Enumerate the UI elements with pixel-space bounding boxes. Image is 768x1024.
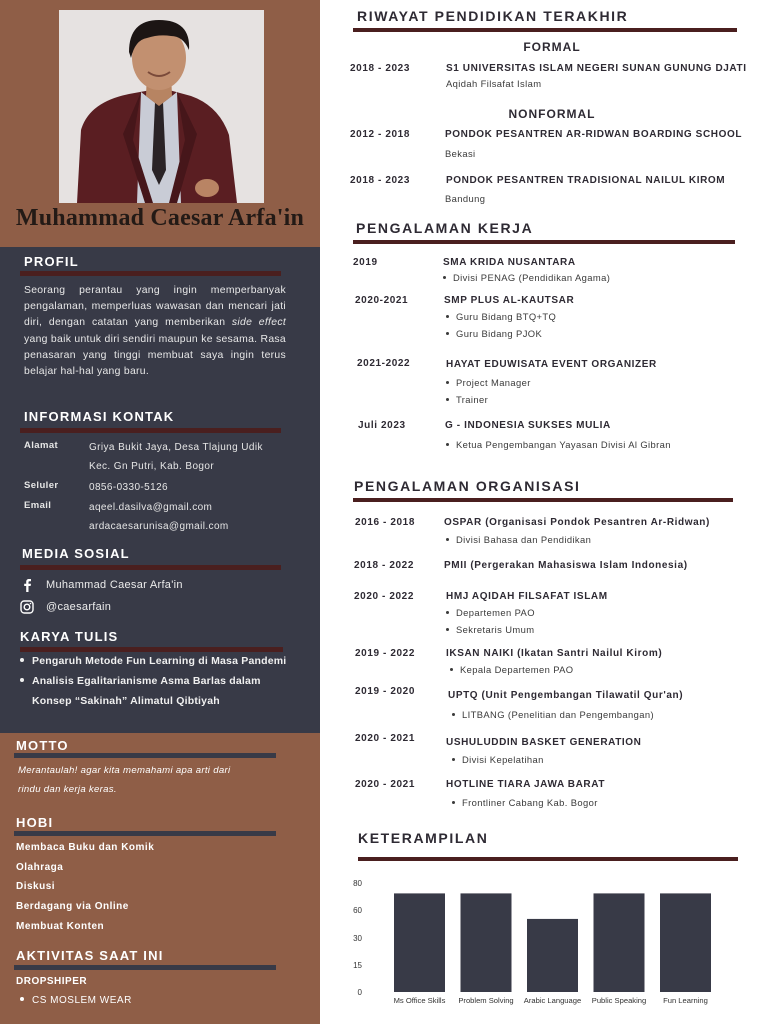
job-detail-text: Ketua Pengembangan Yayasan Divisi Al Gibran: [456, 439, 671, 450]
y-tick-label: 80: [353, 879, 362, 888]
x-tick-label: Arabic Language: [523, 996, 582, 1005]
bullet-icon: [446, 398, 449, 401]
alamat-line-1: Griya Bukit Jaya, Desa Tlajung Udik: [89, 442, 263, 453]
hobi-item: Membuat Konten: [16, 921, 105, 932]
y-tick-label: 15: [353, 961, 362, 970]
bullet-icon: [446, 443, 449, 446]
job-detail: [443, 272, 610, 283]
bullet-icon: [446, 538, 449, 541]
bullet-icon: [452, 758, 455, 761]
org-name: HMJ AQIDAH FILSAFAT ISLAM: [446, 591, 608, 602]
seluler-value: 0856-0330-5126: [89, 482, 168, 493]
edu-name: S1 UNIVERSITAS ISLAM NEGERI SUNAN GUNUNG DJATI: [446, 63, 747, 74]
instagram-icon: [20, 600, 34, 614]
keterampilan-divider: [358, 857, 738, 861]
hobi-item: Membaca Buku dan Komik: [16, 842, 155, 853]
bullet-icon: [446, 628, 449, 631]
org-detail-text: Divisi Bahasa dan Pendidikan: [456, 534, 592, 545]
karya-item: [20, 671, 261, 691]
bullet-icon: [446, 611, 449, 614]
hobi-divider: [14, 831, 276, 836]
profil-text-part-2: yang baik untuk diri sendiri maupun ke sesama. Rasa penasaran yang tinggi membuat saya ingin terus belajar hal-hal yang baru.: [24, 333, 286, 378]
facebook-handle: Muhammad Caesar Arfa'in: [46, 579, 183, 591]
kerja-title: PENGALAMAN KERJA: [356, 220, 534, 236]
org-detail: [446, 534, 591, 545]
aktivitas-item: [20, 995, 132, 1006]
hobi-item: Berdagang via Online: [16, 901, 129, 912]
job-name: HAYAT EDUWISATA EVENT ORGANIZER: [446, 359, 657, 370]
job-detail-text: Guru Bidang PJOK: [456, 328, 543, 339]
kontak-title: INFORMASI KONTAK: [24, 409, 175, 424]
job-year: Juli 2023: [358, 420, 406, 431]
edu-detail: Aqidah Filsafat Islam: [446, 78, 542, 89]
org-year: 2020 - 2022: [354, 591, 414, 602]
profil-text-part-1: Seorang perantau yang ingin memperbanyak pengalaman, memperluas wawasan dan mencari jati diri, dengan catatan yang memberikan: [24, 285, 286, 329]
y-tick-label: 30: [353, 934, 362, 943]
profile-photo: [59, 10, 264, 203]
facebook-row[interactable]: [20, 578, 183, 592]
x-tick-label: Public Speaking: [591, 996, 647, 1005]
org-name: USHULUDDIN BASKET GENERATION: [446, 737, 642, 748]
karya-title: KARYA TULIS: [20, 629, 119, 644]
motto-divider: [14, 753, 276, 758]
sosial-divider: [20, 565, 281, 570]
org-name: IKSAN NAIKI (Ikatan Santri Nailul Kirom): [446, 648, 663, 659]
hobi-item: Diskusi: [16, 881, 56, 892]
karya-item: [20, 651, 286, 671]
org-name: UPTQ (Unit Pengembangan Tilawatil Qur'an): [448, 690, 684, 701]
org-detail: [452, 797, 598, 808]
organisasi-divider: [353, 498, 733, 502]
organisasi-title: PENGALAMAN ORGANISASI: [354, 478, 581, 494]
org-detail: [452, 709, 654, 720]
karya-item-continuation: Konsep “Sakinah” Alimatul Qibtiyah: [32, 695, 220, 707]
org-year: 2020 - 2021: [355, 779, 415, 790]
org-detail: [450, 664, 574, 675]
edu-year: 2012 - 2018: [350, 129, 410, 140]
motto-line-2: rindu dan kerja keras.: [18, 784, 117, 795]
edu-year: 2018 - 2023: [350, 63, 410, 74]
edu-name: PONDOK PESANTREN TRADISIONAL NAILUL KIROM: [446, 175, 726, 186]
job-detail-text: Guru Bidang BTQ+TQ: [456, 311, 557, 322]
bullet-icon: [452, 713, 455, 716]
edu-name: PONDOK PESANTREN AR-RIDWAN BOARDING SCHOOL: [445, 129, 743, 140]
org-name: HOTLINE TIARA JAWA BARAT: [446, 779, 606, 790]
skill-bar: [527, 919, 578, 992]
email-line-1[interactable]: aqeel.dasilva@gmail.com: [89, 502, 213, 513]
edu-year: 2018 - 2023: [350, 175, 410, 186]
job-year: 2019: [353, 257, 378, 268]
org-year: 2018 - 2022: [354, 560, 414, 571]
x-tick-label: Problem Solving: [458, 996, 514, 1005]
edu-detail: Bandung: [445, 193, 486, 204]
org-detail: [446, 607, 535, 618]
bullet-icon: [20, 678, 24, 682]
aktivitas-divider: [14, 965, 276, 970]
job-detail: [446, 439, 671, 450]
org-name: PMII (Pergerakan Mahasiswa Islam Indonesia): [444, 560, 688, 571]
org-detail-text: Divisi Kepelatihan: [462, 754, 544, 765]
pendidikan-title: RIWAYAT PENDIDIKAN TERAKHIR: [357, 8, 629, 24]
job-detail-text: Trainer: [456, 394, 489, 405]
hobi-title: HOBI: [16, 815, 54, 830]
aktivitas-item: DROPSHIPER: [16, 976, 88, 987]
email-line-2[interactable]: ardacaesarunisa@gmail.com: [89, 521, 229, 532]
org-detail: [446, 624, 534, 635]
profil-text: [24, 283, 286, 380]
org-year: 2020 - 2021: [355, 733, 415, 744]
sosial-title: MEDIA SOSIAL: [22, 546, 130, 561]
portrait-image: [59, 10, 264, 203]
bullet-icon: [452, 801, 455, 804]
job-detail: [446, 377, 531, 388]
instagram-handle: @caesarfain: [46, 601, 112, 613]
bullet-icon: [20, 997, 24, 1001]
brown-panel: [0, 733, 320, 1024]
job-year: 2020-2021: [355, 295, 409, 306]
alamat-line-2: Kec. Gn Putri, Kab. Bogor: [89, 461, 215, 472]
bullet-icon: [450, 668, 453, 671]
aktivitas-title: AKTIVITAS SAAT INI: [16, 948, 164, 963]
motto-line-1: Merantaulah! agar kita memahami apa arti dari: [18, 765, 231, 776]
instagram-row[interactable]: [20, 600, 111, 614]
org-detail-text: Departemen PAO: [456, 607, 535, 618]
org-name: OSPAR (Organisasi Pondok Pesantren Ar-Ridwan): [444, 517, 710, 528]
formal-label: FORMAL: [523, 40, 581, 54]
skill-bar: [594, 893, 645, 992]
org-year: 2016 - 2018: [355, 517, 415, 528]
kerja-divider: [353, 240, 735, 244]
job-name: SMP PLUS AL-KAUTSAR: [444, 295, 575, 306]
dark-panel: [0, 247, 320, 733]
org-year: 2019 - 2022: [355, 648, 415, 659]
bullet-icon: [443, 276, 446, 279]
motto-title: MOTTO: [16, 738, 69, 753]
job-name: SMA KRIDA NUSANTARA: [443, 257, 576, 268]
skill-bar: [394, 893, 445, 992]
kontak-divider: [20, 428, 281, 433]
org-year: 2019 - 2020: [355, 686, 415, 697]
job-name: G - INDONESIA SUKSES MULIA: [445, 420, 611, 431]
profil-text-emphasis: side effect: [231, 317, 287, 329]
header-panel: [0, 0, 320, 247]
email-label: Email: [24, 500, 52, 511]
org-detail-text: Kepala Departemen PAO: [460, 664, 574, 675]
alamat-label: Alamat: [24, 440, 59, 451]
org-detail: [452, 754, 544, 765]
email-value: [89, 498, 299, 536]
hobi-item: Olahraga: [16, 862, 64, 873]
y-tick-label: 0: [357, 988, 362, 997]
skill-bar: [461, 893, 512, 992]
org-detail-text: LITBANG (Penelitian dan Pengembangan): [462, 709, 654, 720]
bullet-icon: [446, 332, 449, 335]
facebook-icon: [20, 578, 34, 592]
aktivitas-item-2-text: CS MOSLEM WEAR: [32, 995, 132, 1006]
x-tick-label: Fun Learning: [663, 996, 708, 1005]
karya-item-1-text: Pengaruh Metode Fun Learning di Masa Pandemi: [32, 655, 287, 667]
karya-item-2-text: Analisis Egalitarianisme Asma Barlas dalam: [32, 675, 261, 687]
job-detail: [446, 311, 556, 322]
org-detail-text: Sekretaris Umum: [456, 624, 535, 635]
skill-bar: [660, 893, 711, 992]
job-year: 2021-2022: [357, 358, 411, 369]
job-detail-text: Divisi PENAG (Pendidikan Agama): [453, 272, 611, 283]
job-detail: [446, 328, 542, 339]
bullet-icon: [446, 381, 449, 384]
job-detail: [446, 394, 488, 405]
motto-text: [18, 761, 278, 799]
keterampilan-title: KETERAMPILAN: [358, 830, 489, 846]
bullet-icon: [446, 315, 449, 318]
skills-bar-chart: [340, 868, 730, 1018]
alamat-value: [89, 438, 299, 476]
y-tick-label: 60: [353, 906, 362, 915]
seluler-label: Seluler: [24, 480, 59, 491]
person-name: Muhammad Caesar Arfa'in: [15, 205, 305, 231]
edu-detail: Bekasi: [445, 148, 476, 159]
bullet-icon: [20, 658, 24, 662]
x-tick-label: Ms Office Skills: [393, 996, 446, 1005]
profil-title: PROFIL: [24, 254, 79, 269]
nonformal-label: NONFORMAL: [508, 107, 596, 121]
profil-divider: [20, 271, 281, 276]
sidebar: [0, 0, 320, 1024]
job-detail-text: Project Manager: [456, 377, 531, 388]
pendidikan-divider: [353, 28, 737, 32]
org-detail-text: Frontliner Cabang Kab. Bogor: [462, 797, 598, 808]
